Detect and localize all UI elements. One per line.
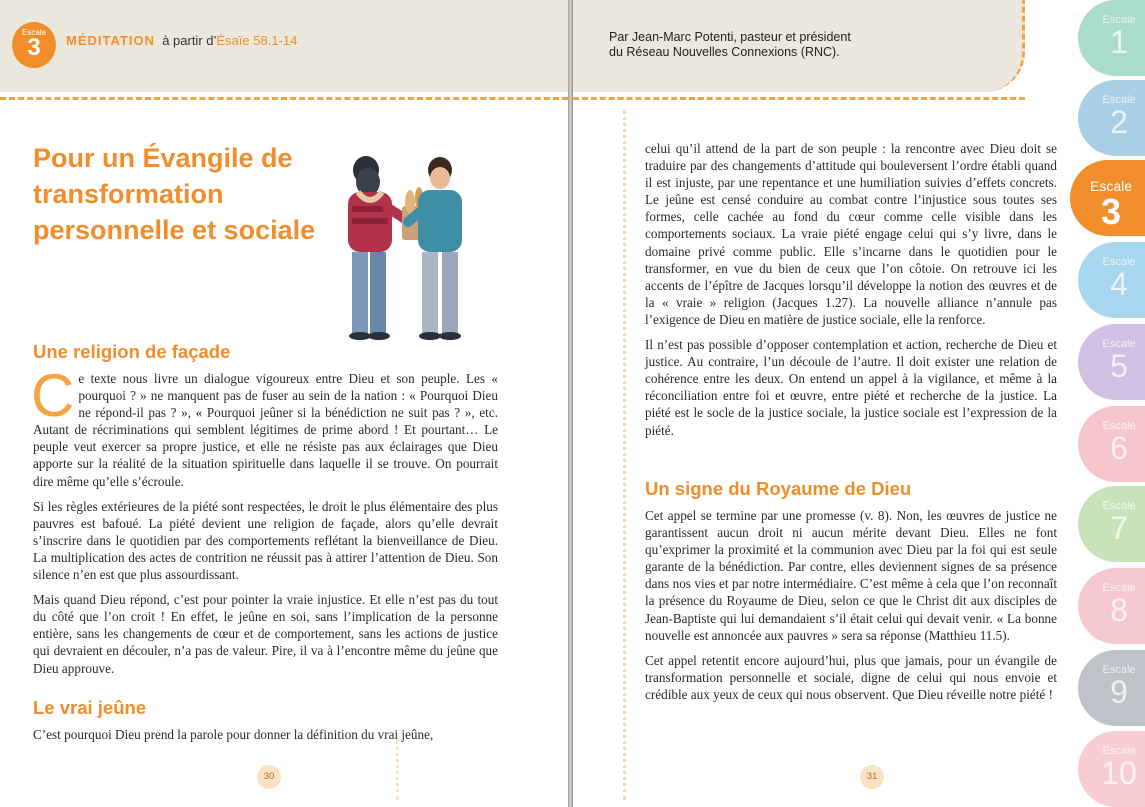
- left-page: [0, 0, 568, 807]
- paragraph: [31, 362, 498, 490]
- tab-escale-4[interactable]: [1078, 242, 1145, 318]
- paragraph-text: e texte nous livre un dialogue vigoureux entre Dieu et son peuple. Les « pourquoi ? » ne manquent pas de fuser au sein de la nation : « Pourquoi Dieu ne répond-il pas ? », « Pourquoi jeûner si la bénédiction ne suit pas ? », etc. Autant de récriminations qui semblent légitimes de prime abord ! Et pourtant… Le peuple veut exercer sa propre justice, et elle ne résiste pas aux éclairages que Dieu apporte sur la réalité de la situation spirituelle dans laquelle il se trouve. On pourrait dire même qu’elle s’écroule.: [33, 371, 498, 489]
- from-text: à partir d’: [162, 33, 217, 48]
- meditation-label: MÉDITATION: [66, 33, 155, 48]
- author-line: Par Jean-Marc Potenti, pasteur et président: [609, 30, 851, 44]
- tab-number: 9: [1110, 674, 1128, 710]
- paragraph: Il n’est pas possible d’opposer contemplation et action, recherche de Dieu et justice. Au contraire, l’un découle de l’autre. Il doit exister une relation de cohérence entre les deux. On entend un appel à la vigilance, et même à la réconciliation entre foi et œuvre, entre piété et recherche de la justice. La piété est le socle de la justice sociale, la justice sociale est l’expression de la piété.: [645, 337, 1057, 438]
- tab-escale-6[interactable]: [1078, 406, 1145, 482]
- tab-number: 2: [1110, 104, 1128, 140]
- left-body-text: [31, 362, 498, 685]
- tab-number: 10: [1101, 755, 1137, 791]
- tab-number: 6: [1110, 430, 1128, 466]
- tab-number: 3: [1100, 191, 1122, 232]
- illustration-people-sharing-bread-icon: [318, 148, 488, 343]
- meditation-header: [66, 33, 297, 48]
- right-body-text-2: [645, 507, 1057, 711]
- tab-escale-7[interactable]: [1078, 486, 1145, 562]
- dashed-divider: [573, 97, 1025, 100]
- page-title: Pour un Évangile de transformation personnelle et sociale: [33, 143, 316, 245]
- section-heading-religion-de-facade: Une religion de façade: [33, 341, 231, 362]
- paragraph: Si les règles extérieures de la piété sont respectées, le droit le plus élémentaire des plus pauvres est bafoué. La piété devient une religion de façade, alors qu’elle devrait s’inscrire dans le quotidien par des comportements reflétant la bienveillance de Dieu. La multiplication des actes de contrition ne réussit pas à attirer l’attention de Dieu. Son silence n’en est que plus assourdissant.: [33, 498, 498, 583]
- tab-label: Escale: [1102, 256, 1136, 268]
- tab-label: Escale: [1102, 500, 1136, 512]
- tab-escale-10[interactable]: [1078, 731, 1145, 807]
- right-page: [573, 0, 1145, 807]
- tab-escale-3[interactable]: [1070, 160, 1145, 236]
- page-number-right: 31: [860, 765, 884, 789]
- scripture-ref: Ésaïe 58.1-14: [216, 33, 298, 48]
- tab-label: Escale: [1102, 420, 1136, 432]
- tab-label: Escale: [1102, 664, 1136, 676]
- tab-number: 4: [1110, 266, 1128, 302]
- tab-label: Escale: [1102, 338, 1136, 350]
- tab-number: 5: [1110, 348, 1128, 384]
- tab-number: 1: [1110, 24, 1128, 60]
- page-number-left: 30: [257, 765, 281, 789]
- paragraph: Cet appel retentit encore aujourd’hui, plus que jamais, pour un évangile de transformation personnelle et sociale, digne de celui qui nous envoie et crédible aux yeux de ceux qui nous observent. Que Dieu réveille notre piété !: [645, 652, 1057, 702]
- section-heading-signe-royaume: Un signe du Royaume de Dieu: [645, 478, 912, 499]
- tab-escale-1[interactable]: [1078, 0, 1145, 76]
- paragraph: Mais quand Dieu répond, c’est pour pointer la vraie injustice. Et elle n’est pas du tout du côté que l’on croit ! En effet, le jeûne en soi, sans l’implication de la personne entière, sans les changements de cœur et de comportement, sans les actions de justice qui devraient en découler, n’a pas de valeur. Pire, il va à l’encontre même du jeûne que Dieu approuve.: [33, 592, 498, 676]
- tab-number: 8: [1110, 592, 1128, 628]
- tab-label: Escale: [1102, 14, 1136, 26]
- tab-escale-5[interactable]: [1078, 324, 1145, 400]
- author-credit: [609, 30, 851, 60]
- tab-number: 7: [1110, 510, 1128, 546]
- tab-label: Escale: [1102, 582, 1136, 594]
- drop-cap: C: [31, 362, 75, 429]
- left-body-text-end: [33, 726, 498, 751]
- tab-escale-9[interactable]: [1078, 650, 1145, 726]
- tab-label: Escale: [1102, 94, 1136, 106]
- paragraph: Cet appel se termine par une promesse (v. 8). Non, les œuvres de justice ne garantissent aucun droit ni aucun mérite devant Dieu. Elles ne font qu’exprimer la proximité et la communion avec Dieu par la foi qui est seule garante de la bénédiction. Par contre, elles deviennent signes de sa présence dans nos vies et par notre intermédiaire. C’est même à cela que l’on reconnaît la présence du Royaume de Dieu, selon ce que le Christ dit aux disciples de Jean-Baptiste qui lui demandaient s’il était celui qui devait venir. « La bonne nouvelle est annoncée aux pauvres » sera sa réponse (Matthieu 11.5).: [645, 508, 1057, 643]
- paragraph: C’est pourquoi Dieu prend la parole pour donner la définition du vrai jeûne,: [33, 727, 434, 742]
- decorative-dots: [623, 110, 626, 800]
- dashed-divider: [0, 97, 568, 100]
- escale-badge-number: 3: [27, 34, 41, 61]
- right-body-text: [645, 140, 1057, 447]
- tab-escale-2[interactable]: [1078, 80, 1145, 156]
- author-line: du Réseau Nouvelles Connexions (RNC).: [609, 45, 840, 59]
- tab-label: Escale: [1102, 745, 1136, 757]
- escale-badge: [12, 22, 56, 68]
- paragraph: celui qu’il attend de la part de son peuple : la rencontre avec Dieu doit se traduire par des changements d’attitude qui bouleversent l’ordre établi quand il est injuste, par une repentance et une humiliation suivies d’effets concrets. Le jeûne est censé conduire au combat contre l’injustice sous toutes ses formes, celle cachée au fond du cœur comme celle visible dans les comportements sociaux. La vraie piété engage celui qui s’y livre, dans le domaine privé comme public. Elle s’incarne dans le quotidien pour le transformer, en vue du bien de ceux que l’on côtoie. On retrouve ici les accents de l’épître de Jacques lorsqu’il développe la notion des œuvres et de la « vraie » religion (Jacques 1.27). La nouvelle alliance n’annule pas l’exigence de Dieu en matière de justice sociale, elle la renforce.: [645, 141, 1057, 327]
- escale-badge-label: Escale: [21, 28, 46, 37]
- tab-escale-8[interactable]: [1078, 568, 1145, 644]
- section-heading-vrai-jeune: Le vrai jeûne: [33, 697, 147, 718]
- tab-label: Escale: [1089, 178, 1133, 194]
- decorative-dots: [396, 740, 399, 800]
